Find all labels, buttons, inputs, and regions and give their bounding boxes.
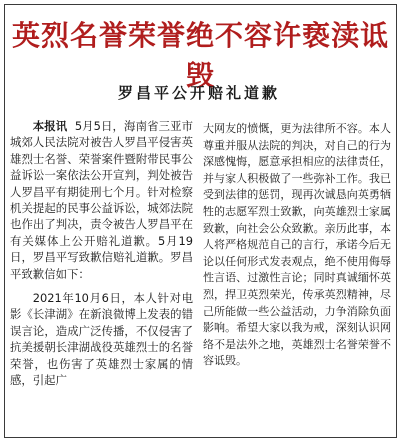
paragraph-1: [10, 118, 193, 282]
subheadline: 罗昌平公开赔礼道歉: [118, 84, 281, 102]
paragraph-2-start: 2021年10月6日，本人针对电影《长津湖》在新浪微博上发表的错误言论，造成广泛传播，不仅侵害了抗美援朝长津湖战役英雄烈士的名誉荣誉，也伤害了英雄烈士家属的情感，引起广: [10, 291, 193, 388]
headline: 英烈名誉荣誉绝不容许亵渎诋毁: [11, 19, 389, 92]
paragraph-2-continued: 大网友的愤慨，更为法律所不容。本人尊重并服从法院的判决，对自己的行为深感愧悔，愿意承担相应的法律责任，并与家人积极做了一些弥补工作。我已受到法律的惩罚，现再次诚恳向英勇牺牲的志愿军烈士致歉，向英雄烈士家属致歉，向社会公众致歉。亲历此事，本人将严格规范自己的言行，承诺今后无论以任何形式发表观点，绝不使用侮辱性言语、过激性言论；同时真诚缅怀英烈，捍卫英烈荣光，传承英烈精神，尽己所能做一些公益活动，力争消除负面影响。希望大家以我为戒，深刻认识网络不是法外之地，英雄烈士名誉荣誉不容诋毁。: [203, 122, 391, 368]
lead-label: 本报讯: [32, 119, 68, 133]
paragraph-1-text: 5月5日，海南省三亚市城郊人民法院对被告人罗昌平侵害英雄烈士名誉、荣誉案件暨附带民事公益诉讼一案依法公开宣判，判处被告人罗昌平有期徒刑七个月。针对检察机关提起的民事公益诉讼，城郊法院也作出了判决，责令被告人罗昌平在有关媒体上公开赔礼道歉。5月19日，罗昌平写致歉信赔礼道歉。罗昌平致歉信如下：: [10, 119, 193, 281]
article-column-left: [10, 118, 193, 436]
article-column-right: [203, 121, 391, 439]
